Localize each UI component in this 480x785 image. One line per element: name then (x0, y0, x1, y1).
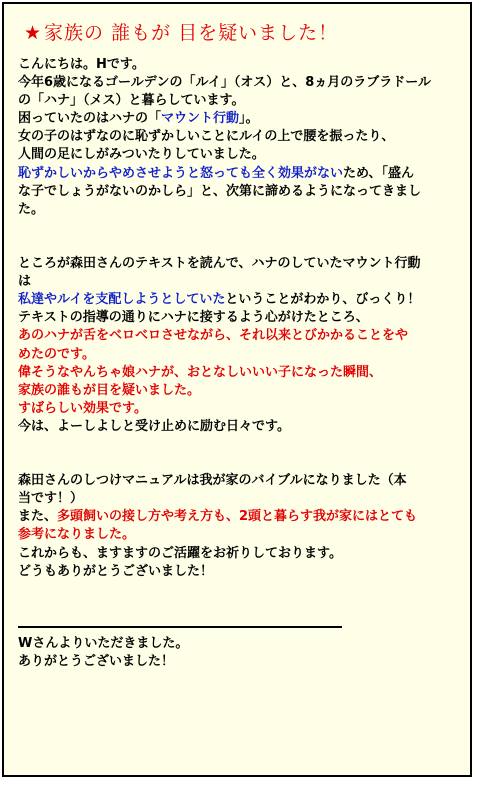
highlight-blue: 私達やルイを支配しようとしていた (18, 292, 226, 308)
highlight-red: すばらしい効果です。 (18, 400, 147, 416)
text-line: 森田さんのしつけマニュアルは我が家のバイブルになりました（本 (18, 473, 407, 489)
text-line: こんにちは。Hです。 (18, 57, 145, 72)
highlight-red: 偉そうなやんちゃ娘ハナが、おとなしいいい子になった瞬間、 (18, 364, 383, 380)
spacer (18, 581, 466, 617)
text-line: は (18, 274, 32, 290)
footer-thanks: ありがとうございました！ (18, 654, 175, 669)
text-line: 今は、よーしよしと受け止めに励む日々です。 (18, 418, 290, 434)
text-line: た。 (18, 201, 45, 217)
highlight-red: めたのです。 (18, 346, 95, 362)
text-line: 人間の足にしがみついたりしていました。 (18, 147, 265, 163)
text-line: 今年6歳になるゴールデンの「ルイ」（オス）と、8ヵ月のラブラドール (18, 75, 432, 91)
text-line (18, 165, 466, 183)
text-fragment: 困っていたのはハナの「 (18, 111, 162, 127)
highlight-red: 多頭飼いの接し方や考え方も、2頭と暮らす我が家にはとても (57, 509, 418, 525)
text-line: な子でしょうがないのかしら」と、次第に諦めるようになってきまし (18, 183, 422, 199)
text-line (18, 291, 466, 309)
text-fragment: ため、「盛ん (343, 165, 414, 181)
text-fragment: ということがわかり、びっくり！ (225, 292, 421, 308)
text-line: これからも、ますますのご活躍をお祈りしております。 (18, 545, 342, 561)
highlight-red: 家族の誰もが目を疑いました。 (18, 382, 201, 398)
text-line: どうもありがとうございました！ (18, 563, 214, 579)
text-line: 当です！） (18, 491, 84, 507)
text-fragment: 」。 (239, 111, 259, 127)
footer-credit: Wさんよりいただきました。 (18, 635, 189, 651)
spacer (18, 436, 466, 472)
text-line: の「ハナ」（メス）と暮らしています。 (18, 93, 245, 109)
spacer (18, 219, 466, 255)
text-line: ところが森田さんのテキストを読んで、ハナのしていたマウント行動 (18, 256, 421, 272)
text-line: テキストの指導の通りにハナに接するよう心がけたところ、 (18, 310, 369, 326)
testimonial-box (2, 2, 472, 777)
highlight-red: 参考になりました。 (18, 527, 136, 543)
highlight-blue: マウント行動 (161, 111, 240, 127)
text-line (18, 110, 466, 128)
divider (18, 626, 342, 628)
text-line: 女の子のはずなのに恥ずかしいことにルイの上で腰を振ったり、 (18, 129, 395, 145)
testimonial-body (18, 56, 466, 671)
testimonial-title (24, 18, 338, 45)
text-fragment: また、 (18, 509, 58, 525)
star-icon: ★ (24, 22, 43, 44)
title-text: 家族の 誰もが 目を疑いました！ (44, 22, 339, 44)
highlight-blue: 恥ずかしいからやめさせようと怒っても全く効果がない (18, 165, 344, 181)
highlight-red: あのハナが舌をベロベロさせながら、それ以来とびかかることをや (18, 328, 409, 344)
text-line (18, 508, 466, 526)
